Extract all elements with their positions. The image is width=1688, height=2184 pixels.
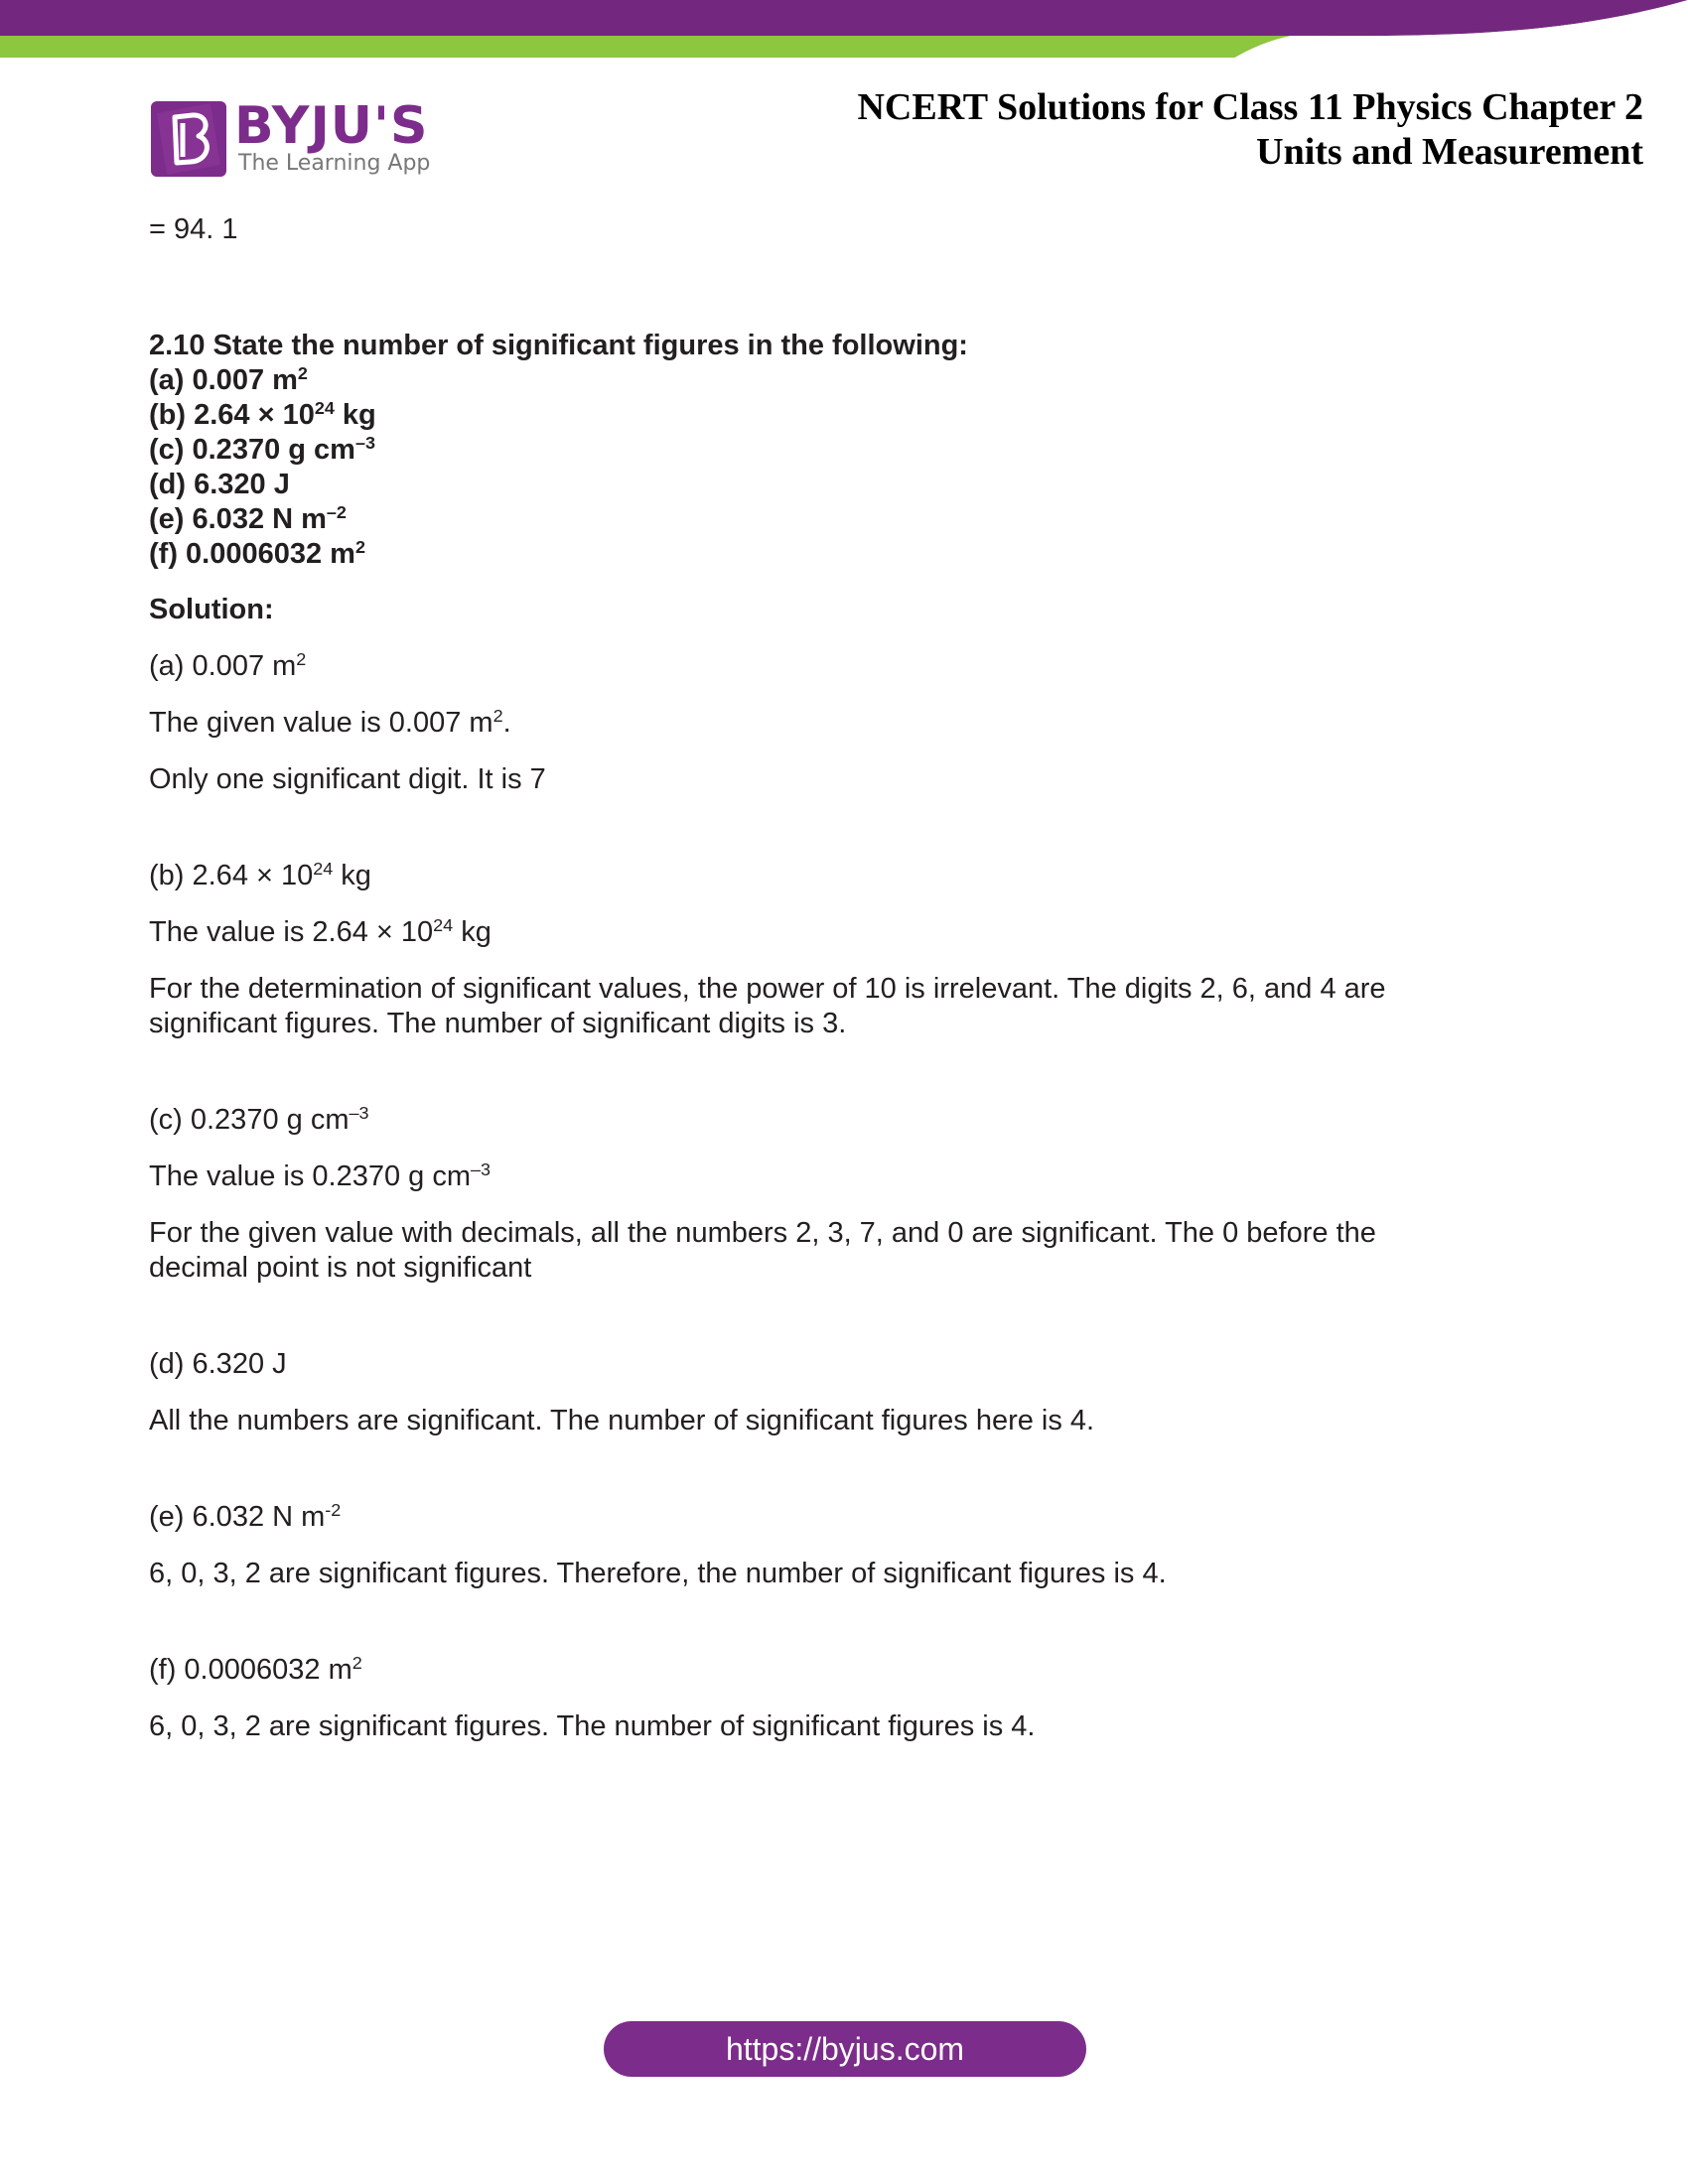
- question-item: (e) 6.032 N $m^{-2}$: [149, 502, 347, 535]
- brand-name: BYJU'S: [234, 96, 429, 156]
- question-item: (a) 0.007 $m^2$: [149, 363, 308, 396]
- solution-a-line2: Only one significant digit. It is 7: [149, 763, 546, 795]
- page-title-line2: Units and Measurement: [1256, 131, 1643, 173]
- solution-e-line1: 6, 0, 3, 2 are significant figures. Therefore, the number of significant figures is 4.: [149, 1558, 1167, 1589]
- byjus-logo-text: [234, 97, 430, 177]
- page-title: [857, 85, 1643, 175]
- solution-a-line1: The given value is 0.007 $m^2$.: [149, 706, 511, 739]
- solution-b-title: (b) $2.64 \times 10^{24}$ kg: [149, 859, 371, 891]
- question-item: (f) 0.0006032 $m^2$: [149, 537, 365, 570]
- solution-e-title: (e) 6.032 N $m^{-2}$: [149, 1500, 342, 1533]
- solution-heading: Solution:: [149, 594, 274, 625]
- header-band-purple: [0, 0, 1688, 36]
- question-heading: 2.10 State the number of significant figures in the following:: [149, 330, 968, 361]
- solution-b-line2: For the determination of significant values, the power of 10 is irrelevant. The digits 2, 6, and 4 are significant figures. The number of significant digits is 3.: [149, 973, 1386, 1039]
- byjus-logo: [149, 97, 437, 181]
- previous-result: = 94. 1: [149, 213, 238, 245]
- solution-d-title: (d) 6.320 J: [149, 1348, 287, 1380]
- solution-a-title: (a) 0.007 $m^2$: [149, 649, 307, 682]
- solution-b-line1: The value is $2.64 \times 10^{24}$ kg: [149, 915, 492, 948]
- solution-d-line1: All the numbers are significant. The number of significant figures here is 4.: [149, 1405, 1095, 1436]
- brand-tagline: The Learning App: [238, 151, 431, 176]
- footer-url-link[interactable]: https://byjus.com: [604, 2021, 1086, 2077]
- solution-c-title: (c) 0.2370 g $cm^{-3}$: [149, 1103, 369, 1136]
- document-body: [149, 212, 1470, 1744]
- byjus-logo-icon: [149, 99, 228, 179]
- solution-c-line2: For the given value with decimals, all the numbers 2, 3, 7, and 0 are significant. The 0 before the decimal point is not significant: [149, 1217, 1376, 1284]
- solution-c-line1: The value is 0.2370 g $cm^{-3}$: [149, 1160, 492, 1192]
- header-band: [0, 0, 1688, 60]
- question-item: (d) 6.320 J: [149, 469, 290, 500]
- question-item: (b) $2.64 \times 10^{24}$ kg: [149, 398, 376, 431]
- solution-f-line1: 6, 0, 3, 2 are significant figures. The number of significant figures is 4.: [149, 1710, 1036, 1742]
- question-item: (c) 0.2370 g $cm^{-3}$: [149, 433, 375, 466]
- question-list: [149, 363, 1470, 572]
- page-title-line1: NCERT Solutions for Class 11 Physics Chapter 2: [857, 86, 1643, 128]
- solution-f-title: (f) 0.0006032 $m^2$: [149, 1653, 362, 1686]
